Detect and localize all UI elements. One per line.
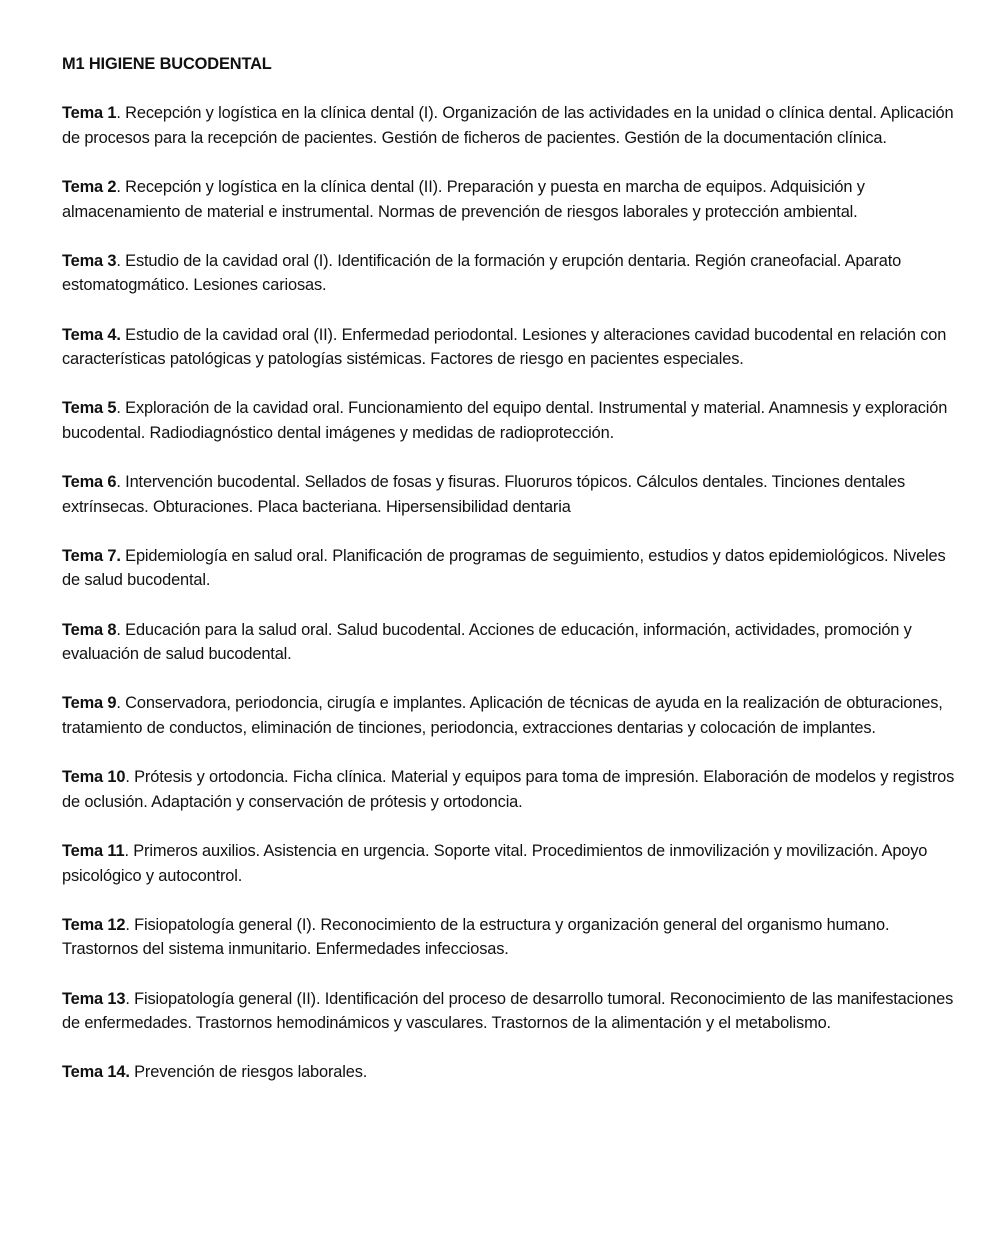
topic-separator: .	[116, 399, 121, 418]
topic-item	[62, 839, 962, 888]
topic-description: Recepción y logística en la clínica dental (II). Preparación y puesta en marcha de equipos. Adquisición y almacenamiento de material e instrumental. Normas de prevención de riesgos laborales y protección ambiental.	[62, 177, 865, 221]
topic-label: Tema 11	[62, 842, 125, 860]
topic-separator: .	[125, 915, 130, 934]
topic-label: Tema 1	[62, 104, 117, 123]
topic-separator: .	[116, 325, 121, 344]
topic-label: Tema 4	[62, 325, 117, 344]
topic-separator: .	[116, 104, 121, 123]
topic-label: Tema 14	[62, 1063, 126, 1082]
topic-description: Prevención de riesgos laborales.	[129, 1063, 368, 1082]
topic-separator: .	[125, 1063, 130, 1082]
topic-description: Fisiopatología general (II). Identificación del proceso de desarrollo tumoral. Reconocimiento de las manifestaciones de enfermedades. Trastornos hemodinámicos y vasculares. Trastornos de la alimentación y el metabolismo.	[62, 989, 954, 1033]
topic-description: Educación para la salud oral. Salud bucodental. Acciones de educación, información, actividades, promoción y evaluación de salud bucodental.	[62, 620, 912, 664]
topic-separator: .	[116, 546, 121, 565]
topic-separator: .	[116, 177, 121, 196]
topic-item	[62, 396, 962, 445]
topic-separator: .	[124, 842, 129, 860]
topic-separator: .	[116, 251, 121, 270]
document-title: M1 HIGIENE BUCODENTAL	[62, 55, 272, 73]
topic-description: Primeros auxilios. Asistencia en urgencia. Soporte vital. Procedimientos de inmovilización y movilización. Apoyo psicológico y autocontrol.	[62, 842, 928, 885]
topic-description: Conservadora, periodoncia, cirugía e implantes. Aplicación de técnicas de ayuda en la realización de obturaciones, tratamiento de conductos, eliminación de tinciones, periodoncia, extracciones dentarias y colocación de implantes.	[62, 694, 943, 738]
topic-list	[62, 101, 962, 1085]
topic-separator: .	[116, 620, 121, 639]
topic-description: Exploración de la cavidad oral. Funcionamiento del equipo dental. Instrumental y material. Anamnesis y exploración bucodental. Radiodiagnóstico dental imágenes y medidas de radioprotección.	[62, 399, 948, 442]
topic-description: Intervención bucodental. Sellados de fosas y fisuras. Fluoruros tópicos. Cálculos dentales. Tinciones dentales extrínsecas. Obturaciones. Placa bacteriana. Hipersensibilidad dentaria	[62, 473, 905, 516]
topic-label: Tema 7	[62, 546, 117, 565]
topic-item	[62, 249, 962, 298]
topic-item	[62, 1060, 962, 1085]
topic-description: Epidemiología en salud oral. Planificación de programas de seguimiento, estudios y datos epidemiológicos. Niveles de salud bucodental.	[62, 546, 946, 590]
topic-separator: .	[116, 694, 121, 713]
topic-label: Tema 3	[62, 251, 117, 270]
topic-separator: .	[125, 989, 130, 1008]
topic-description: Estudio de la cavidad oral (II). Enfermedad periodontal. Lesiones y alteraciones cavidad bucodental en relación con características patológicas y patologías sistémicas. Factores de riesgo en pacientes especiales.	[62, 325, 947, 369]
topic-item	[62, 765, 962, 814]
document-page	[62, 52, 962, 1085]
topic-item	[62, 101, 962, 150]
topic-description: Prótesis y ortodoncia. Ficha clínica. Material y equipos para toma de impresión. Elaboración de modelos y registros de oclusión. Adaptación y conservación de prótesis y ortodoncia.	[62, 768, 955, 811]
topic-label: Tema 6	[62, 473, 117, 492]
topic-item	[62, 691, 962, 740]
topic-description: Recepción y logística en la clínica dental (I). Organización de las actividades en la unidad o clínica dental. Aplicación de procesos para la recepción de pacientes. Gestión de ficheros de pacientes. Gestión de la documentación clínica.	[62, 104, 954, 147]
topic-item	[62, 175, 962, 224]
topic-description: Fisiopatología general (I). Reconocimiento de la estructura y organización general del organismo humano. Trastornos del sistema inmunitario. Enfermedades infecciosas.	[62, 915, 890, 959]
topic-label: Tema 13	[62, 989, 126, 1008]
topic-item	[62, 544, 962, 593]
topic-label: Tema 2	[62, 177, 117, 196]
topic-separator: .	[125, 768, 130, 787]
topic-item	[62, 470, 962, 519]
topic-item	[62, 618, 962, 667]
topic-description: Estudio de la cavidad oral (I). Identificación de la formación y erupción dentaria. Región craneofacial. Aparato estomatogmático. Lesiones cariosas.	[62, 251, 902, 295]
topic-item	[62, 913, 962, 962]
topic-label: Tema 8	[62, 620, 117, 639]
topic-separator: .	[116, 473, 121, 492]
topic-label: Tema 10	[62, 768, 126, 787]
topic-label: Tema 5	[62, 399, 117, 418]
topic-item	[62, 323, 962, 372]
topic-item	[62, 987, 962, 1036]
topic-label: Tema 12	[62, 915, 126, 934]
topic-label: Tema 9	[62, 694, 117, 713]
